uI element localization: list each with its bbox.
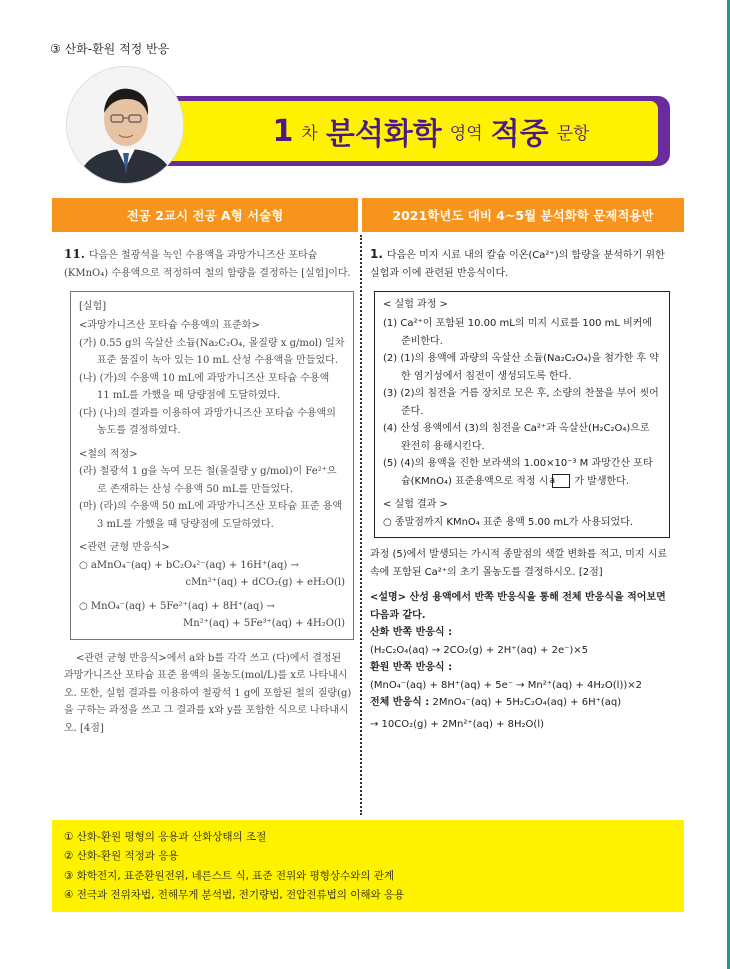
left-subheading-standardization: <과망가니즈산 포타슘 수용액의 표준화> <box>79 320 260 331</box>
column-divider <box>360 235 362 815</box>
left-step-na: (나) (가)의 수용액 10 mL에 과망가니즈산 포타슘 수용액 11 mL를 가했을 때 당량점에 도달하였다. <box>79 372 330 401</box>
right-reduction-label: 환원 반쪽 반응식 : <box>370 662 453 673</box>
topic-item-1: ① 산화-환원 평형의 응용과 산화상태의 조절 <box>64 831 267 843</box>
portrait-image <box>67 67 184 184</box>
left-question-text: <관련 균형 반응식>에서 a와 b를 각각 쓰고 (다)에서 결정된 과망가니즈산 포타슘 표준 용액의 몰농도(mol/L)를 x로 나타내시오. 또한, 실험 결과를 이용하여 철광석 1 g에 포함된 철의 질량(g)을 구하는 과정을 쓰고 그 결과를 x와 y를 포함한 식으로 나타내시오. [4점] <box>64 652 352 734</box>
left-equation-1a: ○ aMnO₄⁻(aq) + bC₂O₄²⁻(aq) + 16H⁺(aq) → <box>79 559 299 571</box>
left-step-ga: (가) 0.55 g의 옥살산 소듐(Na₂C₂O₄, 몰질량 x g/mol) 일차 표준 물질이 녹아 있는 10 mL 산성 수용액을 만들었다. <box>79 337 345 366</box>
banner-part-cha: 차 <box>301 123 318 144</box>
left-subheading-iron: <철의 적정> <box>79 448 138 460</box>
right-step-2: (2) (1)의 용액에 과량의 옥살산 소듐(Na₂C₂O₄)을 첨가한 후 약한 염기성에서 침전이 생성되도록 한다. <box>383 353 659 382</box>
right-total-line <box>370 694 670 712</box>
right-intro <box>370 244 670 283</box>
banner-part-area: 영역 <box>449 123 483 144</box>
right-total-equation-2: → 10CO₂(g) + 2Mn²⁺(aq) + 8H₂O(l) <box>370 718 545 730</box>
right-step-5 <box>383 455 661 490</box>
right-step-1: (1) Ca²⁺이 포함된 10.00 mL의 미지 시료를 100 mL 비커에 준비한다. <box>383 318 653 347</box>
banner-part-number: 1 <box>272 113 294 149</box>
topic-item-3: ③ 화학전지, 표준환원전위, 네른스트 식, 표준 전위와 평형상수와의 관계 <box>64 869 395 882</box>
left-step-ra: (라) 철광석 1 g을 녹여 모든 철(몰질량 y g/mol)이 Fe²⁺으로 존재하는 산성 수용액 50 mL를 만들었다. <box>79 466 337 495</box>
right-step-4: (4) 산성 용액에서 (3)의 침전을 Ca²⁺과 옥살산(H₂C₂O₄)으로 완전히 용해시킨다. <box>383 423 650 452</box>
header-left: 전공 2교시 전공 A형 서술형 <box>52 198 358 232</box>
section-label: ③ 산화-환원 적정 반응 <box>50 42 170 56</box>
right-explanation-title: <설명> 산성 용액에서 반쪽 반응식을 통해 전체 반응식을 적어보면 다음과 같다. <box>370 592 666 621</box>
left-box-title: [실험] <box>79 300 107 312</box>
left-step-ma: (마) (라)의 수용액 50 mL에 과망가니즈산 포타슘 표준 용액 3 mL를 가했을 때 당량점에 도달하였다. <box>79 501 343 530</box>
right-step-5-pre: (5) (4)의 용액을 진한 보라색의 1.00×10⁻³ M 과망간산 포타슘(KMnO₄) 표준용액으로 적정 시 <box>383 458 653 487</box>
left-step-da: (다) (나)의 결과를 이용하여 과망가니즈산 포타슘 수용액의 농도를 결정하였다. <box>79 407 336 436</box>
left-equation-2b: Mn²⁺(aq) + 5Fe³⁺(aq) + 4H₂O(l) <box>182 618 345 629</box>
topic-item-2: ② 산화-환원 적정과 응용 <box>64 850 179 863</box>
right-intro-text: 다음은 미지 시료 내의 칼슘 이온(Ca²⁺)의 함량을 분석하기 위한 실험과 이에 관련된 반응식이다. <box>370 250 665 279</box>
right-total-label: 전체 반응식 : <box>370 697 430 708</box>
left-subheading-equations: <관련 균형 반응식> <box>79 542 170 553</box>
right-total-equation-1: 2MnO₄⁻(aq) + 5H₂C₂O₄(aq) + 6H⁺(aq) <box>432 697 622 708</box>
topic-item-4: ④ 전극과 전위차법, 전해무게 분석법, 전기량법, 전압전류법의 이해와 응용 <box>64 889 405 902</box>
left-intro-text: 다음은 철광석을 녹인 수용액을 과망가니즈산 포타슘(KMnO₄) 수용액으로 적정하여 철의 함량을 결정하는 [실험]이다. <box>64 250 351 279</box>
right-question-text: 과정 (5)에서 발생되는 가시적 종말점의 색깔 변화를 적고, 미지 시료 속에 포함된 Ca²⁺의 초기 몰농도를 결정하시오. [2점] <box>370 549 668 578</box>
right-column <box>370 244 670 733</box>
right-oxidation-equation: (H₂C₂O₄(aq) → 2CO₂(g) + 2H⁺(aq) + 2e⁻)×5 <box>370 644 589 656</box>
right-question-number: 1. <box>370 247 383 261</box>
header-right: 2021학년도 대비 4~5월 분석화학 문제적용반 <box>362 198 684 232</box>
banner-part-hit: 적중 <box>490 117 549 152</box>
right-step-3: (3) (2)의 침전을 거름 장치로 모은 후, 소량의 찬물을 부어 씻어 준다. <box>383 388 659 417</box>
answer-blank-box: a <box>552 474 570 488</box>
topic-summary-box <box>52 820 684 912</box>
banner-part-item: 문항 <box>556 123 590 144</box>
right-step-5-post: 가 발생한다. <box>574 475 630 487</box>
right-box-title: < 실험 과정 > <box>383 298 448 310</box>
right-experiment-box <box>374 291 670 539</box>
right-reduction-equation: (MnO₄⁻(aq) + 8H⁺(aq) + 5e⁻ → Mn²⁺(aq) + 4H₂O(l))×2 <box>370 679 642 691</box>
right-result-text: ○ 종말점까지 KMnO₄ 표준 용액 5.00 mL가 사용되었다. <box>383 516 634 528</box>
author-photo <box>66 66 184 184</box>
banner-part-subject: 분석화학 <box>325 117 442 152</box>
title-banner <box>156 101 658 161</box>
right-result-title: < 실험 결과 > <box>383 499 448 510</box>
left-equation-2a: ○ MnO₄⁻(aq) + 5Fe²⁺(aq) + 8H⁺(aq) → <box>79 600 275 612</box>
left-column <box>64 244 354 737</box>
left-experiment-box <box>70 291 354 640</box>
left-question-number: 11. <box>64 247 85 261</box>
left-intro <box>64 244 354 283</box>
right-oxidation-label: 산화 반쪽 반응식 : <box>370 627 453 638</box>
left-equation-1b: cMn²⁺(aq) + dCO₂(g) + eH₂O(l) <box>185 577 345 588</box>
